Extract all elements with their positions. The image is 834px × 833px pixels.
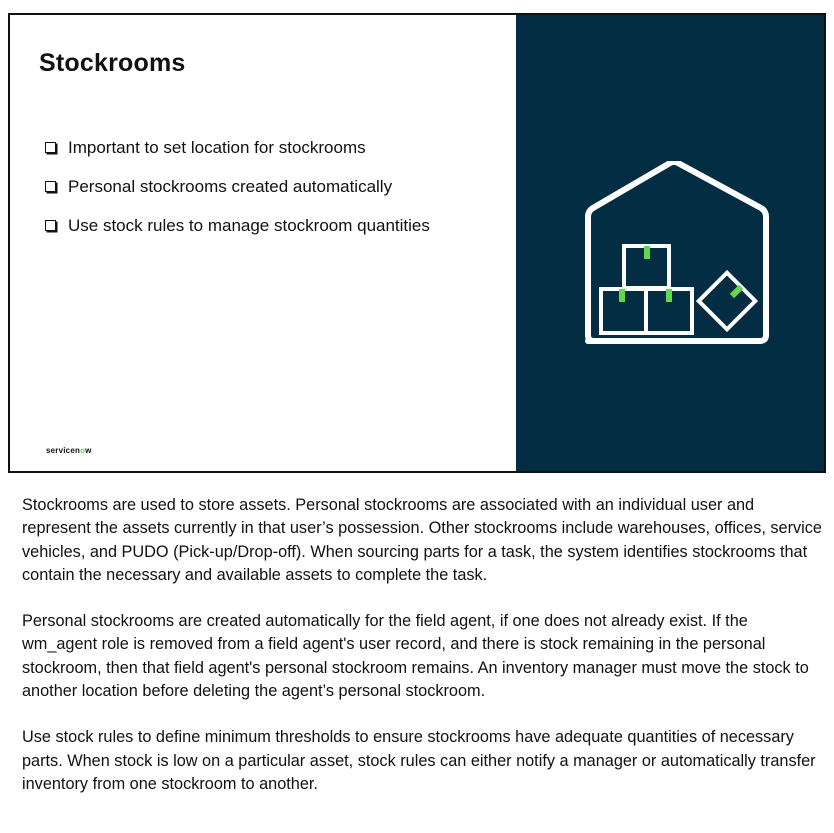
bullet-text: Important to set location for stockrooms bbox=[68, 137, 366, 157]
bullet-item bbox=[45, 206, 430, 245]
slide-content-panel bbox=[10, 15, 516, 471]
box-tilted bbox=[699, 273, 756, 330]
checkbox-bullet-icon bbox=[45, 220, 56, 231]
notes-paragraph: Personal stockrooms are created automatically for the field agent, if one does not already exist. If the wm_agent role is removed from a field agent's user record, and there is stock remaining in the personal stockroom, then that field agent's personal stockroom remains. An inventory manager must move the stock to another location before deleting the agent’s personal stockroom. bbox=[22, 612, 809, 701]
checkbox-bullet-icon bbox=[45, 142, 56, 153]
slide-title: Stockrooms bbox=[39, 49, 186, 77]
checkbox-bullet-icon bbox=[45, 181, 56, 192]
box-tape bbox=[666, 289, 672, 302]
warehouse-outline bbox=[588, 162, 766, 341]
illustration-panel bbox=[516, 15, 824, 471]
servicenow-logo bbox=[46, 446, 92, 455]
bullet-list bbox=[45, 128, 430, 245]
notes-paragraph: Use stock rules to define minimum thresholds to ensure stockrooms have adequate quantities of necessary parts. When stock is low on a particular asset, stock rules can either notify a manager or automatically transfer inventory from one stockroom to another. bbox=[22, 728, 816, 793]
bullet-item bbox=[45, 167, 430, 206]
speaker-notes bbox=[22, 494, 824, 796]
bullet-text: Use stock rules to manage stockroom quantities bbox=[68, 215, 430, 235]
notes-paragraph: Stockrooms are used to store assets. Personal stockrooms are associated with an individual user and represent the assets currently in that user’s possession. Other stockrooms include warehouses, offices, service vehicles, and PUDO (Pick-up/Drop-off). When sourcing parts for a task, the system identifies stockrooms that contain the necessary and available assets to complete the task. bbox=[22, 496, 822, 584]
logo-text-o: o bbox=[80, 446, 86, 455]
box-tape bbox=[644, 246, 650, 259]
warehouse-boxes-icon bbox=[582, 161, 772, 351]
slide bbox=[8, 13, 826, 473]
logo-text-prefix: servicen bbox=[46, 446, 81, 455]
box-tape bbox=[619, 289, 625, 302]
bullet-text: Personal stockrooms created automatically bbox=[68, 176, 393, 196]
logo-text-suffix: w bbox=[85, 446, 92, 455]
bullet-item bbox=[45, 128, 430, 167]
